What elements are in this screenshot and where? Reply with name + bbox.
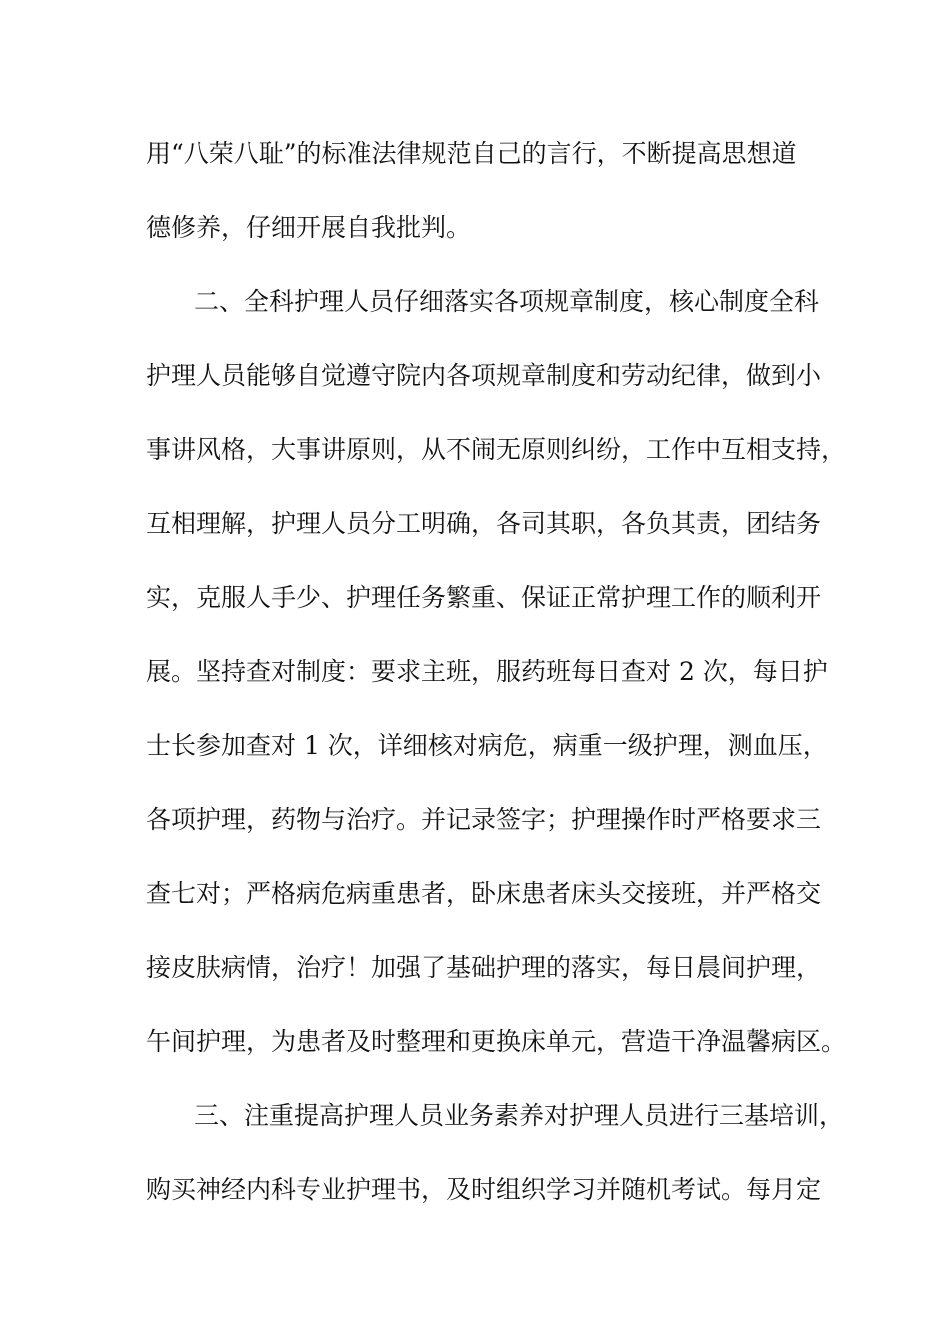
text-line: 实，克服人手少、护理任务繁重、保证正常护理工作的顺利开 (146, 583, 822, 612)
section-heading-3: 三、注重提高护理人员业务素养对护理人员进行三基培训， (194, 1101, 845, 1130)
text-line: 各项护理，药物与治疗。并记录签字；护理操作时严格要求三 (146, 805, 822, 834)
text-line: 互相理解，护理人员分工明确，各司其职，各负其责，团结务 (146, 509, 822, 538)
text-line: 午间护理，为患者及时整理和更换床单元，营造干净温馨病区。 (146, 1027, 847, 1056)
text-line: 德修养，仔细开展自我批判。 (146, 213, 472, 242)
text-line: 用“八荣八耻”的标准法律规范自己的言行，不断提高思想道 (146, 139, 797, 168)
text-line: 接皮肤病情，治疗！加强了基础护理的落实，每日晨间护理， (146, 953, 822, 982)
section-heading-2: 二、全科护理人员仔细落实各项规章制度，核心制度全科 (194, 287, 820, 316)
text-line: 展。坚持查对制度：要求主班，服药班每日查对 2 次，每日护 (146, 657, 828, 686)
text-line: 士长参加查对 1 次，详细核对病危，病重一级护理，测血压， (146, 731, 828, 760)
text-line: 事讲风格，大事讲原则，从不闹无原则纠纷，工作中互相支持， (146, 435, 847, 464)
text-line: 护理人员能够自觉遵守院内各项规章制度和劳动纪律，做到小 (146, 361, 822, 390)
text-line: 购买神经内科专业护理书，及时组织学习并随机考试。每月定 (146, 1175, 822, 1204)
text-line: 查七对；严格病危病重患者，卧床患者床头交接班，并严格交 (146, 879, 822, 908)
